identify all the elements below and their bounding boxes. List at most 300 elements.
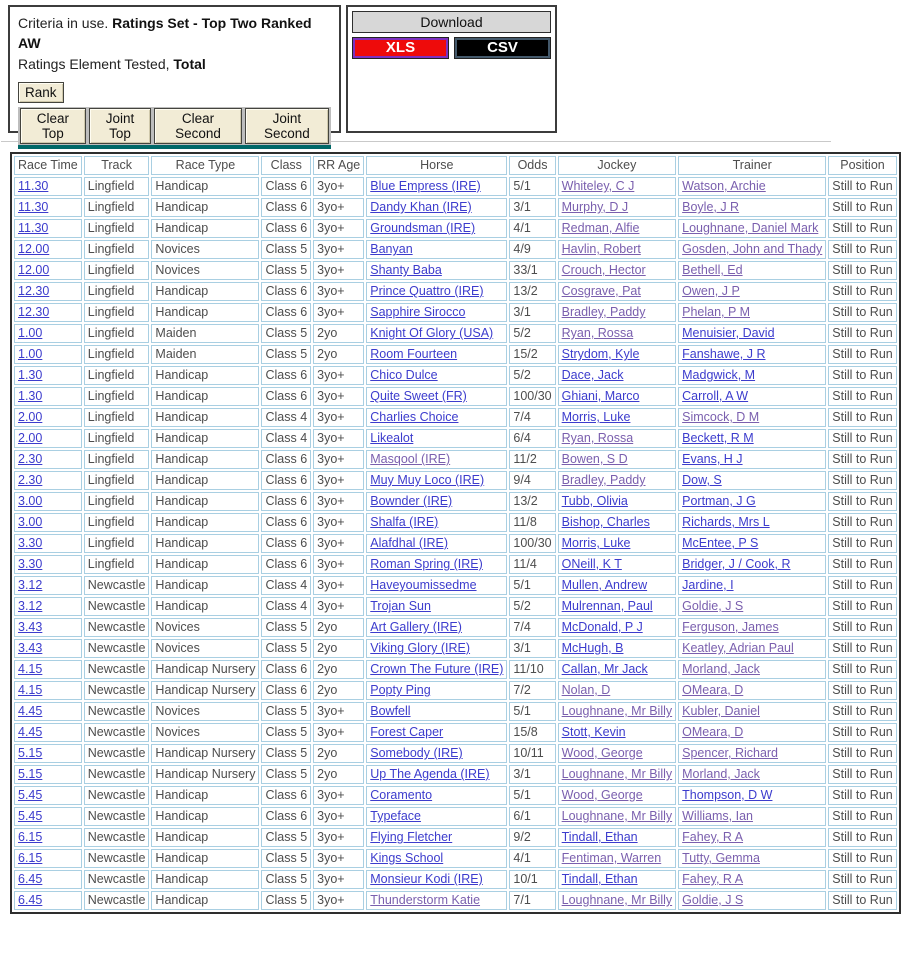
position-cell: Still to Run [828, 324, 896, 343]
criteria-line-1 [18, 13, 331, 54]
race-time-link[interactable]: 3.00 [18, 494, 43, 508]
trainer-link[interactable]: Boyle, J R [682, 200, 740, 214]
trainer-cell [678, 555, 826, 574]
race-table-section [0, 142, 893, 914]
trainer-cell [678, 870, 826, 889]
joint-second-button[interactable]: Joint Second [245, 108, 329, 144]
race-time-link[interactable]: 1.30 [18, 368, 43, 382]
trainer-cell [678, 450, 826, 469]
jockey-link[interactable]: Morris, Luke [561, 536, 631, 550]
race-type-cell: Maiden [151, 324, 259, 343]
trainer-link[interactable]: Jardine, I [682, 578, 734, 592]
race-type-cell: Novices [151, 618, 259, 637]
jockey-link[interactable]: Loughnane, Mr Billy [561, 893, 673, 907]
track-cell: Newcastle [84, 765, 150, 784]
jockey-link[interactable]: McHugh, B [561, 641, 624, 655]
trainer-link[interactable]: Watson, Archie [682, 179, 766, 193]
odds-cell: 11/8 [509, 513, 555, 532]
criteria-line-2 [18, 54, 331, 74]
position-cell: Still to Run [828, 702, 896, 721]
race-type-cell: Maiden [151, 345, 259, 364]
jockey-link[interactable]: Crouch, Hector [561, 263, 646, 277]
trainer-cell [678, 702, 826, 721]
race-time-cell [14, 765, 82, 784]
horse-cell [366, 681, 507, 700]
table-row [14, 408, 897, 427]
position-cell: Still to Run [828, 807, 896, 826]
trainer-cell [678, 303, 826, 322]
trainer-link[interactable]: Goldie, J S [682, 893, 744, 907]
position-cell: Still to Run [828, 366, 896, 385]
race-time-cell [14, 618, 82, 637]
jockey-link[interactable]: Stott, Kevin [561, 725, 626, 739]
jockey-cell [558, 660, 676, 679]
table-row [14, 765, 897, 784]
trainer-link[interactable]: Thompson, D W [682, 788, 773, 802]
trainer-link[interactable]: Richards, Mrs L [682, 515, 770, 529]
horse-cell [366, 387, 507, 406]
jockey-cell [558, 366, 676, 385]
trainer-link[interactable]: McEntee, P S [682, 536, 759, 550]
horse-cell [366, 660, 507, 679]
rr-age-cell: 3yo+ [313, 198, 364, 217]
horse-link[interactable]: Viking Glory (IRE) [370, 641, 471, 655]
header-trainer: Trainer [678, 156, 826, 175]
horse-link[interactable]: Popty Ping [370, 683, 431, 697]
odds-cell: 5/1 [509, 702, 555, 721]
jockey-link[interactable]: Ryan, Rossa [561, 431, 634, 445]
position-cell: Still to Run [828, 639, 896, 658]
trainer-link[interactable]: Phelan, P M [682, 305, 750, 319]
position-cell: Still to Run [828, 744, 896, 763]
horse-cell [366, 303, 507, 322]
race-time-link[interactable]: 5.15 [18, 767, 43, 781]
jockey-link[interactable]: Bowen, S D [561, 452, 628, 466]
trainer-link[interactable]: Tutty, Gemma [682, 851, 760, 865]
horse-link[interactable]: Roman Spring (IRE) [370, 557, 483, 571]
horse-link[interactable]: Coramento [370, 788, 433, 802]
trainer-link[interactable]: Spencer, Richard [682, 746, 779, 760]
jockey-link[interactable]: Strydom, Kyle [561, 347, 640, 361]
trainer-link[interactable]: Carroll, A W [682, 389, 749, 403]
horse-link[interactable]: Crown The Future (IRE) [370, 662, 504, 676]
horse-cell [366, 282, 507, 301]
track-cell: Newcastle [84, 786, 150, 805]
jockey-cell [558, 513, 676, 532]
jockey-link[interactable]: Havlin, Robert [561, 242, 641, 256]
trainer-link[interactable]: Morland, Jack [682, 662, 760, 676]
trainer-link[interactable]: Keatley, Adrian Paul [682, 641, 794, 655]
race-time-link[interactable]: 6.15 [18, 851, 43, 865]
trainer-link[interactable]: Fahey, R A [682, 872, 744, 886]
position-cell: Still to Run [828, 219, 896, 238]
race-time-link[interactable]: 11.30 [18, 179, 49, 193]
table-row [14, 366, 897, 385]
rr-age-cell: 3yo+ [313, 471, 364, 490]
trainer-link[interactable]: Madgwick, M [682, 368, 756, 382]
rr-age-cell: 3yo+ [313, 387, 364, 406]
jockey-link[interactable]: Redman, Alfie [561, 221, 640, 235]
trainer-cell [678, 849, 826, 868]
race-type-cell: Handicap [151, 219, 259, 238]
race-time-link[interactable]: 6.45 [18, 893, 43, 907]
table-row [14, 534, 897, 553]
position-cell: Still to Run [828, 513, 896, 532]
rr-age-cell: 3yo+ [313, 576, 364, 595]
position-cell: Still to Run [828, 534, 896, 553]
class-cell: Class 5 [261, 639, 311, 658]
track-cell: Newcastle [84, 702, 150, 721]
horse-link[interactable]: Kings School [370, 851, 444, 865]
track-cell: Lingfield [84, 471, 150, 490]
trainer-link[interactable]: Menuisier, David [682, 326, 775, 340]
jockey-link[interactable]: Tubb, Olivia [561, 494, 628, 508]
race-time-cell [14, 345, 82, 364]
trainer-cell [678, 618, 826, 637]
race-time-cell [14, 408, 82, 427]
race-time-link[interactable]: 5.45 [18, 788, 43, 802]
trainer-link[interactable]: Kubler, Daniel [682, 704, 760, 718]
trainer-link[interactable]: OMeara, D [682, 683, 744, 697]
horse-cell [366, 828, 507, 847]
trainer-link[interactable]: Ferguson, James [682, 620, 779, 634]
rr-age-cell: 3yo+ [313, 261, 364, 280]
race-type-cell: Handicap [151, 366, 259, 385]
race-type-cell: Handicap Nursery [151, 660, 259, 679]
track-cell: Lingfield [84, 198, 150, 217]
jockey-cell [558, 282, 676, 301]
class-cell: Class 5 [261, 723, 311, 742]
horse-link[interactable]: Trojan Sun [370, 599, 431, 613]
horse-link[interactable]: Sapphire Sirocco [370, 305, 466, 319]
horse-cell [366, 471, 507, 490]
trainer-link[interactable]: Owen, J P [682, 284, 740, 298]
trainer-cell [678, 786, 826, 805]
horse-link[interactable]: Charlies Choice [370, 410, 459, 424]
table-row [14, 492, 897, 511]
horse-link[interactable]: Prince Quattro (IRE) [370, 284, 484, 298]
horse-link[interactable]: Forest Caper [370, 725, 444, 739]
horse-link[interactable]: Groundsman (IRE) [370, 221, 476, 235]
race-time-link[interactable]: 12.00 [18, 263, 50, 277]
trainer-cell [678, 597, 826, 616]
race-time-link[interactable]: 3.12 [18, 599, 43, 613]
horse-link[interactable]: Bownder (IRE) [370, 494, 453, 508]
rr-age-cell: 3yo+ [313, 828, 364, 847]
jockey-link[interactable]: Tindall, Ethan [561, 872, 638, 886]
race-time-link[interactable]: 11.30 [18, 200, 49, 214]
trainer-link[interactable]: Beckett, R M [682, 431, 754, 445]
trainer-link[interactable]: Fahey, R A [682, 830, 744, 844]
race-time-link[interactable]: 2.30 [18, 452, 43, 466]
odds-cell: 7/1 [509, 891, 555, 910]
track-cell: Lingfield [84, 429, 150, 448]
race-time-link[interactable]: 3.30 [18, 557, 43, 571]
trainer-cell [678, 429, 826, 448]
jockey-link[interactable]: Loughnane, Mr Billy [561, 809, 673, 823]
jockey-link[interactable]: Loughnane, Mr Billy [561, 704, 673, 718]
trainer-link[interactable]: Gosden, John and Thady [682, 242, 823, 256]
class-cell: Class 6 [261, 303, 311, 322]
rr-age-cell: 3yo+ [313, 723, 364, 742]
race-type-cell: Handicap [151, 408, 259, 427]
rr-age-cell: 3yo+ [313, 492, 364, 511]
table-row [14, 597, 897, 616]
race-type-cell: Handicap [151, 597, 259, 616]
header-race-type: Race Type [151, 156, 259, 175]
odds-cell: 15/8 [509, 723, 555, 742]
position-cell: Still to Run [828, 576, 896, 595]
race-type-cell: Handicap [151, 576, 259, 595]
trainer-cell [678, 408, 826, 427]
race-time-cell [14, 807, 82, 826]
race-type-cell: Handicap [151, 177, 259, 196]
race-time-link[interactable]: 6.45 [18, 872, 43, 886]
race-time-link[interactable]: 3.00 [18, 515, 43, 529]
odds-cell: 6/1 [509, 807, 555, 826]
trainer-link[interactable]: Loughnane, Daniel Mark [682, 221, 819, 235]
horse-link[interactable]: Art Gallery (IRE) [370, 620, 462, 634]
jockey-link[interactable]: Dace, Jack [561, 368, 624, 382]
horse-link[interactable]: Room Fourteen [370, 347, 458, 361]
trainer-link[interactable]: Goldie, J S [682, 599, 744, 613]
horse-cell [366, 849, 507, 868]
download-csv-button[interactable]: CSV [454, 37, 551, 59]
horse-link[interactable]: Muy Muy Loco (IRE) [370, 473, 485, 487]
horse-link[interactable]: Banyan [370, 242, 413, 256]
race-time-cell [14, 681, 82, 700]
clear-top-button[interactable]: Clear Top [20, 108, 86, 144]
horse-link[interactable]: Haveyoumissedme [370, 578, 477, 592]
rr-age-cell: 2yo [313, 324, 364, 343]
trainer-link[interactable]: Morland, Jack [682, 767, 760, 781]
track-cell: Lingfield [84, 261, 150, 280]
track-cell: Lingfield [84, 219, 150, 238]
race-type-cell: Handicap [151, 492, 259, 511]
trainer-link[interactable]: Portman, J G [682, 494, 756, 508]
track-cell: Newcastle [84, 828, 150, 847]
jockey-cell [558, 429, 676, 448]
trainer-link[interactable]: Simcock, D M [682, 410, 760, 424]
horse-link[interactable]: Monsieur Kodi (IRE) [370, 872, 483, 886]
race-time-cell [14, 366, 82, 385]
jockey-link[interactable]: Bradley, Paddy [561, 473, 646, 487]
jockey-link[interactable]: Tindall, Ethan [561, 830, 638, 844]
race-time-link[interactable]: 12.00 [18, 242, 50, 256]
odds-cell: 4/9 [509, 240, 555, 259]
horse-cell [366, 408, 507, 427]
horse-link[interactable]: Flying Fletcher [370, 830, 453, 844]
jockey-cell [558, 849, 676, 868]
class-cell: Class 5 [261, 261, 311, 280]
horse-cell [366, 324, 507, 343]
table-row [14, 639, 897, 658]
horse-link[interactable]: Likealot [370, 431, 414, 445]
track-cell: Lingfield [84, 177, 150, 196]
race-time-link[interactable]: 6.15 [18, 830, 43, 844]
race-time-cell [14, 870, 82, 889]
track-cell: Newcastle [84, 618, 150, 637]
trainer-link[interactable]: Williams, Ian [682, 809, 753, 823]
horse-link[interactable]: Masqool (IRE) [370, 452, 451, 466]
position-cell: Still to Run [828, 408, 896, 427]
class-cell: Class 6 [261, 471, 311, 490]
jockey-link[interactable]: Whiteley, C J [561, 179, 635, 193]
race-time-link[interactable]: 3.43 [18, 641, 43, 655]
race-time-link[interactable]: 3.43 [18, 620, 43, 634]
track-cell: Newcastle [84, 744, 150, 763]
position-cell: Still to Run [828, 786, 896, 805]
table-row [14, 261, 897, 280]
race-time-link[interactable]: 5.45 [18, 809, 43, 823]
race-time-link[interactable]: 11.30 [18, 221, 49, 235]
race-time-link[interactable]: 1.00 [18, 347, 43, 361]
position-cell: Still to Run [828, 597, 896, 616]
track-cell: Newcastle [84, 681, 150, 700]
horse-link[interactable]: Typeface [370, 809, 421, 823]
race-time-cell [14, 534, 82, 553]
race-time-link[interactable]: 1.30 [18, 389, 43, 403]
table-row [14, 429, 897, 448]
class-cell: Class 6 [261, 807, 311, 826]
rr-age-cell: 3yo+ [313, 849, 364, 868]
trainer-link[interactable]: Bridger, J / Cook, R [682, 557, 791, 571]
jockey-link[interactable]: Morris, Luke [561, 410, 631, 424]
table-row [14, 177, 897, 196]
trainer-link[interactable]: Bethell, Ed [682, 263, 743, 277]
rr-age-cell: 3yo+ [313, 534, 364, 553]
trainer-cell [678, 807, 826, 826]
race-type-cell: Handicap [151, 513, 259, 532]
position-cell: Still to Run [828, 471, 896, 490]
race-time-link[interactable]: 12.30 [18, 305, 50, 319]
rr-age-cell: 3yo+ [313, 429, 364, 448]
jockey-link[interactable]: ONeill, K T [561, 557, 622, 571]
race-time-link[interactable]: 3.12 [18, 578, 43, 592]
horse-link[interactable]: Thunderstorm Katie [370, 893, 481, 907]
jockey-link[interactable]: Mullen, Andrew [561, 578, 648, 592]
jockey-link[interactable]: Loughnane, Mr Billy [561, 767, 673, 781]
jockey-cell [558, 177, 676, 196]
jockey-cell [558, 240, 676, 259]
trainer-link[interactable]: OMeara, D [682, 725, 744, 739]
odds-cell: 5/1 [509, 177, 555, 196]
horse-link[interactable]: Quite Sweet (FR) [370, 389, 467, 403]
track-cell: Lingfield [84, 282, 150, 301]
jockey-link[interactable]: Callan, Mr Jack [561, 662, 648, 676]
trainer-link[interactable]: Evans, H J [682, 452, 743, 466]
horse-link[interactable]: Shalfa (IRE) [370, 515, 439, 529]
horse-link[interactable]: Up The Agenda (IRE) [370, 767, 490, 781]
joint-top-button[interactable]: Joint Top [89, 108, 151, 144]
race-time-link[interactable]: 1.00 [18, 326, 43, 340]
odds-cell: 4/1 [509, 219, 555, 238]
jockey-link[interactable]: Cosgrave, Pat [561, 284, 641, 298]
jockey-link[interactable]: Wood, George [561, 788, 643, 802]
jockey-link[interactable]: Ghiani, Marco [561, 389, 640, 403]
horse-link[interactable]: Bowfell [370, 704, 411, 718]
track-cell: Newcastle [84, 639, 150, 658]
trainer-cell [678, 345, 826, 364]
position-cell: Still to Run [828, 849, 896, 868]
race-time-cell [14, 471, 82, 490]
class-cell: Class 5 [261, 849, 311, 868]
jockey-link[interactable]: Murphy, D J [561, 200, 629, 214]
track-cell: Lingfield [84, 324, 150, 343]
trainer-cell [678, 723, 826, 742]
track-cell: Lingfield [84, 387, 150, 406]
ratings-element-value: Total [173, 55, 206, 72]
rr-age-cell: 3yo+ [313, 366, 364, 385]
horse-link[interactable]: Chico Dulce [370, 368, 438, 382]
odds-cell: 5/1 [509, 576, 555, 595]
horse-link[interactable]: Dandy Khan (IRE) [370, 200, 472, 214]
horse-link[interactable]: Alafdhal (IRE) [370, 536, 449, 550]
class-cell: Class 5 [261, 891, 311, 910]
race-time-link[interactable]: 4.15 [18, 683, 43, 697]
trainer-cell [678, 828, 826, 847]
header-odds: Odds [509, 156, 555, 175]
position-cell: Still to Run [828, 303, 896, 322]
race-time-link[interactable]: 4.45 [18, 725, 43, 739]
race-time-link[interactable]: 2.30 [18, 473, 43, 487]
trainer-cell [678, 765, 826, 784]
jockey-cell [558, 807, 676, 826]
horse-link[interactable]: Shanty Baba [370, 263, 442, 277]
download-xls-button[interactable]: XLS [352, 37, 449, 59]
race-time-cell [14, 723, 82, 742]
trainer-link[interactable]: Fanshawe, J R [682, 347, 766, 361]
race-type-cell: Handicap [151, 828, 259, 847]
clear-second-button[interactable]: Clear Second [154, 108, 242, 144]
race-time-link[interactable]: 2.00 [18, 410, 43, 424]
race-time-link[interactable]: 12.30 [18, 284, 50, 298]
race-time-link[interactable]: 2.00 [18, 431, 43, 445]
jockey-link[interactable]: McDonald, P J [561, 620, 643, 634]
race-time-link[interactable]: 3.30 [18, 536, 43, 550]
race-type-cell: Handicap Nursery [151, 681, 259, 700]
trainer-link[interactable]: Dow, S [682, 473, 722, 487]
jockey-cell [558, 219, 676, 238]
jockey-link[interactable]: Ryan, Rossa [561, 326, 634, 340]
jockey-link[interactable]: Nolan, D [561, 683, 611, 697]
horse-cell [366, 891, 507, 910]
race-time-cell [14, 492, 82, 511]
jockey-cell [558, 597, 676, 616]
horse-link[interactable]: Blue Empress (IRE) [370, 179, 481, 193]
rank-button[interactable]: Rank [18, 82, 64, 103]
jockey-link[interactable]: Bradley, Paddy [561, 305, 646, 319]
race-time-link[interactable]: 4.15 [18, 662, 43, 676]
jockey-link[interactable]: Wood, George [561, 746, 643, 760]
race-time-link[interactable]: 4.45 [18, 704, 43, 718]
race-time-link[interactable]: 5.15 [18, 746, 43, 760]
jockey-link[interactable]: Fentiman, Warren [561, 851, 662, 865]
horse-link[interactable]: Somebody (IRE) [370, 746, 463, 760]
jockey-cell [558, 408, 676, 427]
jockey-link[interactable]: Mulrennan, Paul [561, 599, 653, 613]
class-cell: Class 5 [261, 240, 311, 259]
class-cell: Class 6 [261, 282, 311, 301]
horse-link[interactable]: Knight Of Glory (USA) [370, 326, 494, 340]
race-type-cell: Handicap [151, 198, 259, 217]
trainer-cell [678, 219, 826, 238]
jockey-link[interactable]: Bishop, Charles [561, 515, 650, 529]
header-class: Class [261, 156, 311, 175]
table-row [14, 282, 897, 301]
race-table [10, 152, 901, 914]
position-cell: Still to Run [828, 723, 896, 742]
